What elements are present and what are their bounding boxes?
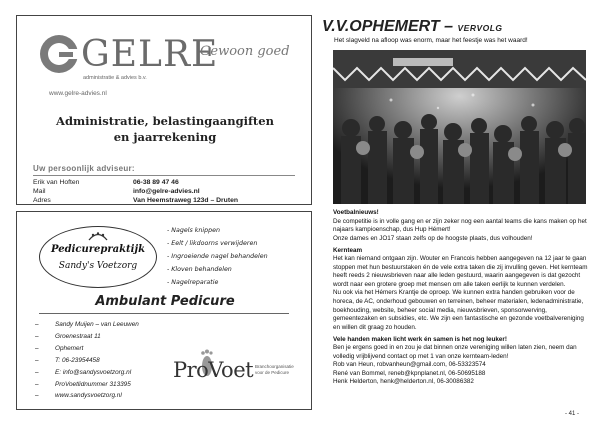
contact-line: René van Bommel, reneb@kpnplanet.nl, 06-50695188 — [333, 369, 486, 377]
article-paragraph — [333, 247, 589, 332]
paragraph-text: Nu ook via het Hémers Krantje de oproep. We kunnen extra handen gebruiken voor de horeca, de AC, onderhoud gebouwen en terreinen, beheer materialen, ledenadministratie, boekhouding, website, beheer social media, nieuwsbrieven, sponsorwerving, gemeentezaken en subsidies, etc. We zijn een fantastische en gezonde voetbalvereniging en willen dit graag zo houden. — [333, 289, 584, 331]
contact-item: – T: 06-23954458 — [35, 356, 100, 364]
section-heading: Voetbalnieuws! — [333, 209, 379, 216]
service-item: - Nagels knippen — [167, 224, 268, 237]
gelre-logo-subtitle: administratie & advies b.v. — [83, 75, 147, 81]
service-item: - Eelt / likdoorns verwijderen — [167, 237, 268, 250]
article-title — [322, 18, 503, 36]
contact-text: T: 06-23954458 — [55, 356, 100, 364]
gelre-heading-line1: Administratie, belastingaangiften — [56, 114, 274, 128]
service-item: - Ingroeiende nagel behandelen — [167, 250, 268, 263]
contact-text: Groenestraat 11 — [55, 332, 101, 340]
gelre-website: www.gelre-advies.nl — [49, 90, 107, 97]
contact-text: Ophemert — [55, 344, 84, 352]
pedicure-logo-line2: Sandy's Voetzorg — [58, 261, 138, 271]
paragraph-text: De competitie is in volle gang en er zijn zeker nog een aantal teams die kans maken op het najaars kampioenschap, dus Hup Hémert! — [333, 217, 587, 234]
contact-text: www.sandysvoetzorg.nl — [55, 392, 122, 400]
gelre-row-label: Mail — [33, 188, 46, 195]
gelre-row-label: Erik van Hoften — [33, 179, 80, 186]
service-item: - Nagelreparatie — [167, 276, 268, 289]
contact-item: – Sandy Muijen – van Leeuwen — [35, 321, 139, 328]
pedicure-contact-list — [35, 319, 139, 402]
gelre-logo-name: GELRE — [81, 34, 219, 75]
provoet-subtitle: Branchoorganisatie voor de Pedicure — [255, 364, 294, 375]
gelre-logo — [37, 32, 219, 88]
gelre-logo-mark-icon — [37, 32, 85, 80]
contact-item: – Ophemert — [35, 344, 84, 352]
contact-text: Sandy Muijen – van Leeuwen — [55, 321, 139, 328]
pedicure-services-list — [167, 224, 268, 289]
pedicure-advertisement — [16, 211, 312, 410]
foot-logo-icon — [87, 231, 109, 241]
gelre-heading-line2: en jaarrekening — [113, 130, 217, 144]
contact-line: Rob van Heun, robvanheun@gmail.com, 06-53323574 — [333, 361, 486, 369]
page-number: - 41 - — [565, 411, 580, 417]
gelre-advertisement — [16, 15, 312, 205]
article-intro: Het slagveld na afloop was enorm, maar het feestje was het waard! — [334, 37, 528, 44]
party-photo — [333, 50, 586, 204]
gelre-divider — [33, 175, 295, 176]
gelre-row-value: 06-38 89 47 46 — [133, 179, 179, 186]
article-title-sub: VERVOLG — [457, 23, 503, 33]
gelre-advisor-title: Uw persoonlijk adviseur: — [33, 164, 135, 173]
gelre-row-value: info@gelre-advies.nl — [133, 188, 200, 195]
contact-line: Henk Helderton, henk@helderton.nl, 06-30086382 — [333, 378, 474, 386]
gelre-row-value: Van Heemstraweg 123d – Druten — [133, 197, 239, 204]
paragraph-text: Onze dames en JO17 staan zelfs op de hoogste plaats, dus volhouden! — [333, 234, 533, 242]
pedicure-heading: Ambulant Pedicure — [95, 294, 235, 309]
gelre-row-label: Adres — [33, 197, 51, 204]
contact-item: – E: info@sandysvoetzorg.nl — [35, 368, 132, 376]
gelre-slogan: Gewoon goed — [200, 44, 290, 59]
contact-text: E: info@sandysvoetzorg.nl — [55, 368, 132, 376]
article-title-main: V.V.OPHEMERT – — [322, 18, 454, 35]
section-heading: Kernteam — [333, 246, 363, 254]
article-paragraph — [333, 336, 589, 387]
contact-text: ProVoetlidnummer 313395 — [55, 380, 131, 388]
pedicure-divider — [39, 313, 289, 314]
provoet-name: ProVoet — [173, 358, 254, 382]
provoet-logo — [173, 352, 303, 402]
paragraph-text: Ben je ergens goed in en zou je dat binnen onze vereniging willen laten zien, neem dan volledig vrijblijvend contact op met 1 van onze kernteam-leden! — [333, 344, 577, 360]
service-item: - Kloven behandelen — [167, 263, 268, 276]
pedicure-logo — [39, 226, 157, 288]
section-heading: Vele handen maken licht werk én samen is het nog leuker! — [333, 335, 507, 343]
pedicure-logo-line1: Pedicurepraktijk — [50, 244, 146, 255]
article-body — [333, 209, 589, 390]
article-paragraph — [333, 209, 589, 243]
contact-item: – ProVoetlidnummer 313395 — [35, 380, 131, 388]
contact-item: – Groenestraat 11 — [35, 332, 101, 340]
paragraph-text: Het kan niemand ontgaan zijn. Wouter en Francois hebben aangegeven na 12 jaar te gaan stoppen met hun bestuurstaken én de vele extra taken die zij invulling geven. Het kernteam heeft reeds 2 nieuwsbrieven naar alle leden gestuurd, waarin aangegeven is dat gezocht wordt naar een grotere groep met mensen om alle taken eerlijk te kunnen verdelen. — [333, 255, 588, 288]
contact-item: – www.sandysvoetzorg.nl — [35, 392, 122, 400]
